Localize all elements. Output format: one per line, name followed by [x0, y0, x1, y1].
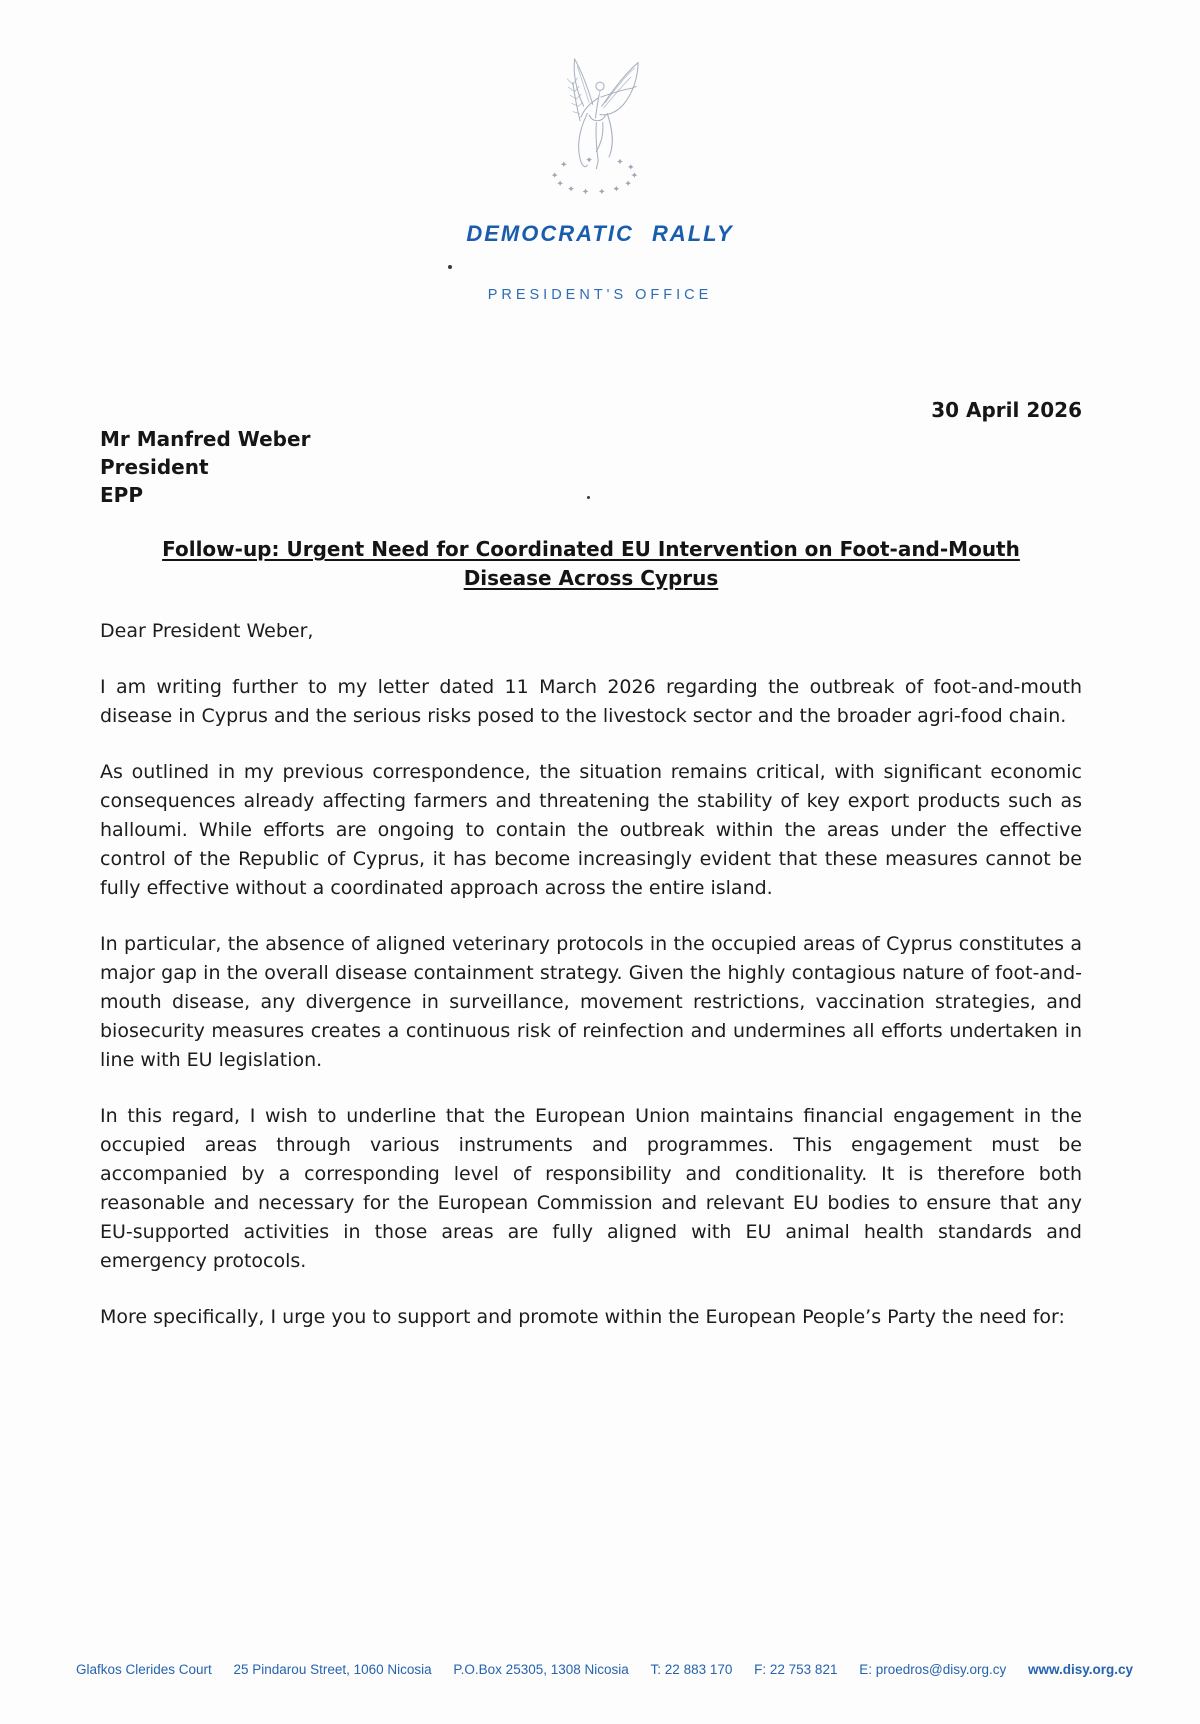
subject-heading — [100, 535, 1082, 593]
recipient-title: President — [100, 455, 209, 479]
recipient-organization: EPP — [100, 483, 143, 507]
footer-building: Glafkos Clerides Court — [75, 1662, 212, 1677]
paragraph-3: In particular, the absence of aligned veterinary protocols in the occupied areas of Cyprus constitutes a major gap in the overall disease containment strategy. Given the highly contagious nature of foot-and-mouth disease, any divergence in surveillance, movement restrictions, vaccination strategies, and biosecurity measures creates a continuous risk of reinfection and undermines all efforts undertaken in line with EU legislation. — [100, 933, 1082, 1071]
footer-email: E: proedros@disy.org.cy — [859, 1662, 1007, 1677]
subject-line-1: Follow-up: Urgent Need for Coordinated EU Intervention on Foot-and-Mouth — [162, 537, 1020, 561]
party-name: DEMOCRATIC RALLY — [466, 221, 734, 246]
paragraph-2: As outlined in my previous correspondence, the situation remains critical, with significant economic consequences already affecting farmers and threatening the stability of key export products such as halloumi. While efforts are ongoing to contain the outbreak within the areas under the effective control of the Republic of Cyprus, it has become increasingly evident that these measures cannot be fully effective without a coordinated approach across the entire island. — [100, 761, 1082, 899]
footer-fax: F: 22 753 821 — [754, 1662, 838, 1677]
scan-artifact-dot — [448, 265, 452, 269]
footer-website: www.disy.org.cy — [1028, 1662, 1134, 1677]
office-name: PRESIDENT'S OFFICE — [487, 287, 713, 303]
subject-line-2: Disease Across Cyprus — [463, 566, 719, 590]
footer-phone: T: 22 883 170 — [650, 1662, 733, 1677]
recipient-name: Mr Manfred Weber — [100, 427, 311, 451]
recipient-block — [100, 425, 1082, 509]
paragraph-5: More specifically, I urge you to support and promote within the European People’s Party the need for: — [100, 1306, 1065, 1328]
winged-victory-logo-icon — [525, 50, 675, 195]
paragraph-4: In this regard, I wish to underline that the European Union maintains financial engagement in the occupied areas through various instruments and programmes. This engagement must be accompanied by a corresponding level of responsibility and conditionality. It is therefore both reasonable and necessary for the European Commission and relevant EU bodies to ensure that any EU-supported activities in those areas are fully aligned with EU animal health standards and emergency protocols. — [100, 1105, 1082, 1272]
letterhead — [0, 0, 1200, 303]
scan-artifact-dot — [587, 496, 590, 499]
paragraph-1: I am writing further to my letter dated 11 March 2026 regarding the outbreak of foot-and-mouth disease in Cyprus and the serious risks posed to the livestock sector and the broader agri-food chain. — [100, 676, 1082, 727]
letter-body — [100, 396, 1082, 1332]
salutation: Dear President Weber, — [100, 620, 314, 642]
letter-date: 30 April 2026 — [931, 398, 1082, 422]
footer-street-address: 25 Pindarou Street, 1060 Nicosia — [233, 1662, 432, 1677]
letterhead-footer — [0, 1662, 1200, 1677]
footer-po-box: P.O.Box 25305, 1308 Nicosia — [453, 1662, 629, 1677]
